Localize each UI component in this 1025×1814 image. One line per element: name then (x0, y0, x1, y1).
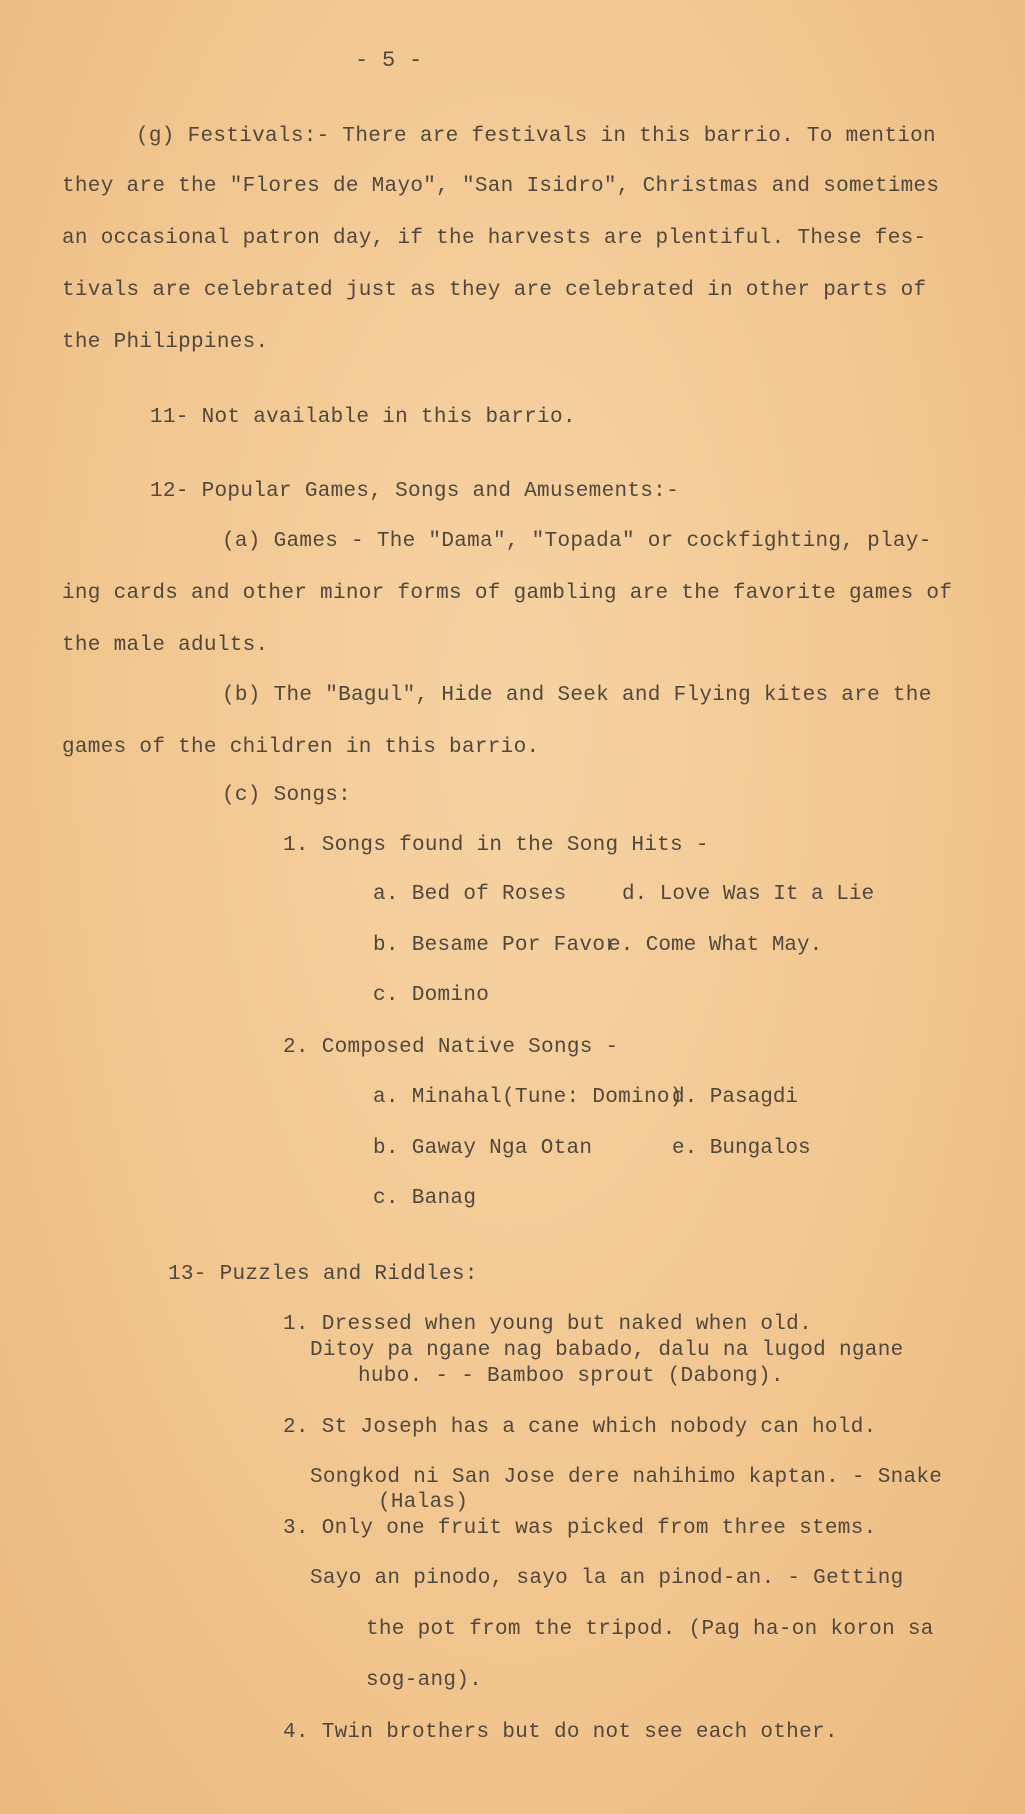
games-a-line-1: (a) Games - The "Dama", "Topada" or cockfighting, play- (222, 530, 932, 553)
page-number: - 5 - (355, 48, 423, 73)
item-12-heading: 12- Popular Games, Songs and Amusements:- (150, 480, 679, 503)
games-b-line-2: games of the children in this barrio. (62, 736, 540, 759)
song-hit-e: e. Come What May. (608, 934, 823, 957)
riddle-1-local-1: Ditoy pa ngane nag babado, dalu na lugod ngane (310, 1339, 904, 1362)
riddle-2-local-1: Songkod ni San Jose dere nahihimo kaptan. - Snake (310, 1466, 943, 1489)
riddle-3-english: 3. Only one fruit was picked from three stems. (283, 1517, 877, 1540)
riddle-3-local-3: sog-ang). (366, 1669, 483, 1692)
festivals-line-3: an occasional patron day, if the harvests are plentiful. These fes- (62, 227, 927, 250)
games-a-line-3: the male adults. (62, 634, 269, 657)
native-song-d: d. Pasagdi (672, 1086, 799, 1109)
festivals-line-1: (g) Festivals:- There are festivals in this barrio. To mention (136, 125, 936, 148)
song-hit-c: c. Domino (373, 984, 490, 1007)
item-11: 11- Not available in this barrio. (150, 406, 576, 429)
native-song-a: a. Minahal(Tune: Domino) (373, 1086, 683, 1109)
song-hits-heading: 1. Songs found in the Song Hits - (283, 834, 709, 857)
riddle-3-local-1: Sayo an pinodo, sayo la an pinod-an. - Getting (310, 1567, 904, 1590)
native-song-b: b. Gaway Nga Otan (373, 1137, 593, 1160)
native-songs-heading: 2. Composed Native Songs - (283, 1036, 619, 1059)
riddle-2-english: 2. St Joseph has a cane which nobody can hold. (283, 1416, 877, 1439)
song-hit-b: b. Besame Por Favor (373, 934, 619, 957)
native-song-e: e. Bungalos (672, 1137, 811, 1160)
song-hit-d: d. Love Was It a Lie (622, 883, 875, 906)
songs-heading: (c) Songs: (222, 784, 352, 807)
native-song-c: c. Banag (373, 1187, 477, 1210)
riddle-1-english: 1. Dressed when young but naked when old. (283, 1313, 812, 1336)
festivals-line-2: they are the "Flores de Mayo", "San Isidro", Christmas and sometimes (62, 175, 940, 198)
riddle-1-local-2: hubo. - - Bamboo sprout (Dabong). (358, 1365, 784, 1388)
riddle-3-local-2: the pot from the tripod. (Pag ha-on koron sa (366, 1618, 934, 1641)
song-hit-a: a. Bed of Roses (373, 883, 567, 906)
festivals-line-5: the Philippines. (62, 331, 269, 354)
games-b-line-1: (b) The "Bagul", Hide and Seek and Flying kites are the (222, 684, 932, 707)
festivals-line-4: tivals are celebrated just as they are celebrated in other parts of (62, 279, 927, 302)
games-a-line-2: ing cards and other minor forms of gambling are the favorite games of (62, 582, 953, 605)
item-13-heading: 13- Puzzles and Riddles: (168, 1263, 478, 1286)
riddle-2-local-2: (Halas) (378, 1491, 469, 1514)
riddle-4-english: 4. Twin brothers but do not see each other. (283, 1721, 838, 1744)
